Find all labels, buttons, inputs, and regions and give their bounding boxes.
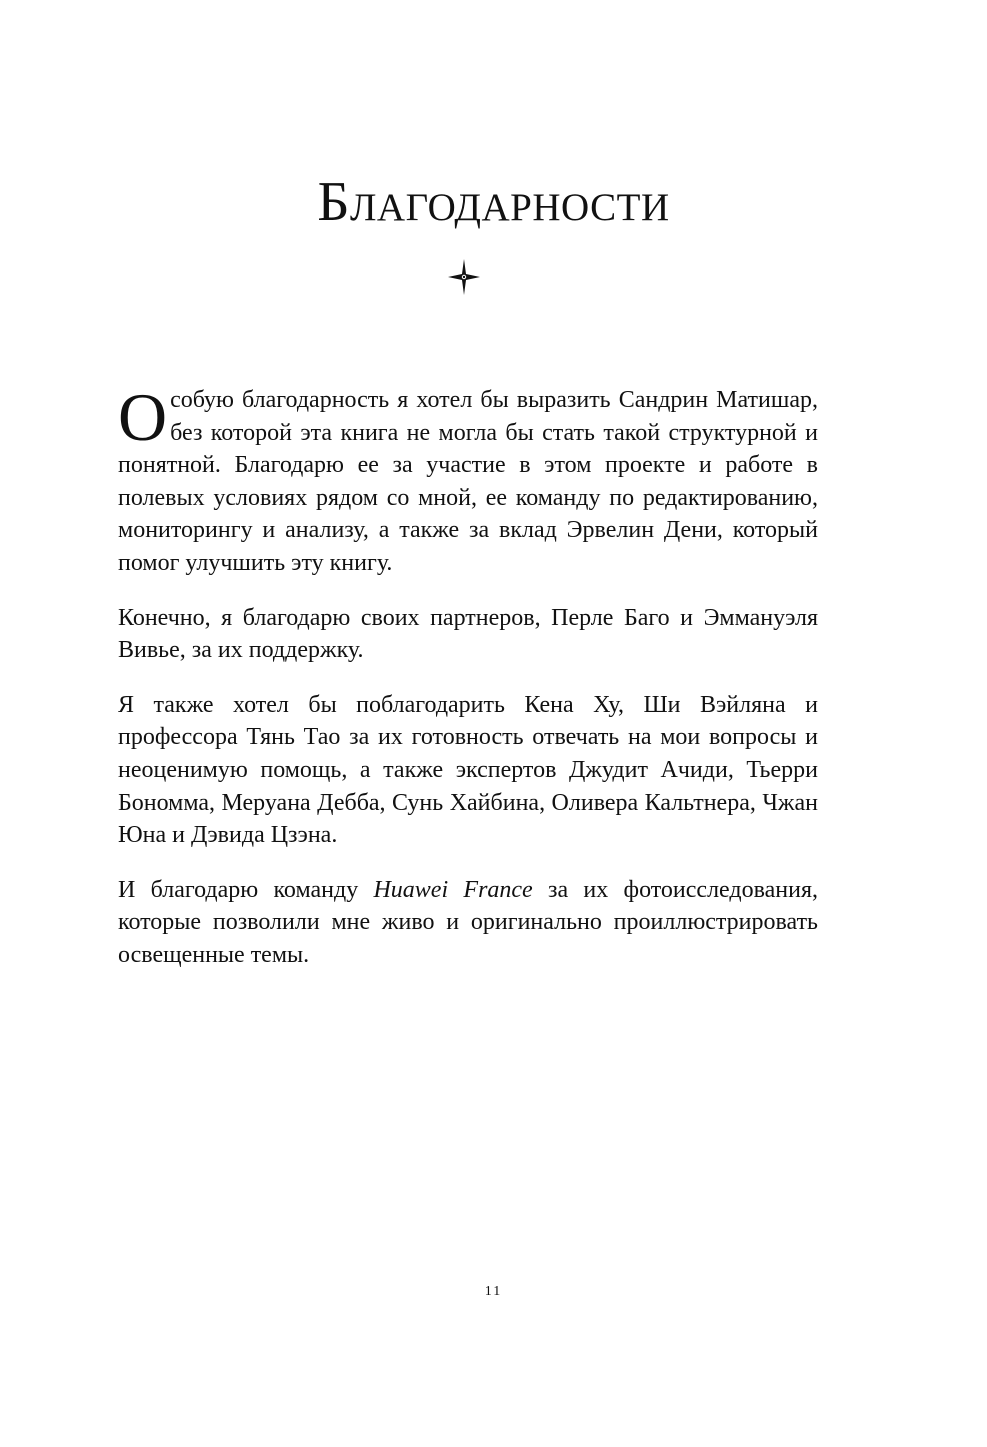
- paragraph-2: [118, 602, 818, 667]
- acknowledgements-body: [118, 379, 818, 994]
- company-name: Huawei France: [373, 876, 533, 903]
- page-number: 11: [484, 1284, 503, 1299]
- paragraph-4-text-after: за их фотоисследования, которые позволили мне живо и оригинально проиллюстрировать освещенные темы.: [118, 876, 818, 968]
- paragraph-3: [118, 689, 818, 852]
- paragraph-3-text: Я также хотел бы поблагодарить Кена Ху, Ши Вэйляна и профессора Тянь Тао за их готовность отвечать на мои вопросы и неоценимую помощь, а также экспертов Джудит Ачиди, Тьерри Бономма, Меруана Дебба, Сунь Хайбина, Оливера Кальтнера, Чжан Юна и Дэвида Цзэна.: [118, 691, 818, 849]
- paragraph-4-text-before: И благодарю команду: [118, 876, 374, 903]
- paragraph-1: [118, 379, 818, 580]
- paragraph-4: [118, 874, 818, 972]
- paragraph-1-text: собую благодарность я хотел бы выразить Сандрин Матишар, без которой эта книга не могла бы стать такой структурной и понятной. Благодарю ее за участие в этом проекте и работе в полевых условиях рядом со мной, ее команду по редактированию, мониторингу и анализу, а также за вклад Эрвелин Дени, который помог улучшить эту книгу.: [118, 387, 818, 576]
- four-point-star-icon: [448, 259, 480, 295]
- paragraph-2-text: Конечно, я благодарю своих партнеров, Перле Баго и Эммануэля Вивье, за их поддержку.: [118, 604, 818, 664]
- page-title: Благодарности: [317, 171, 670, 233]
- drop-cap: О: [118, 379, 168, 455]
